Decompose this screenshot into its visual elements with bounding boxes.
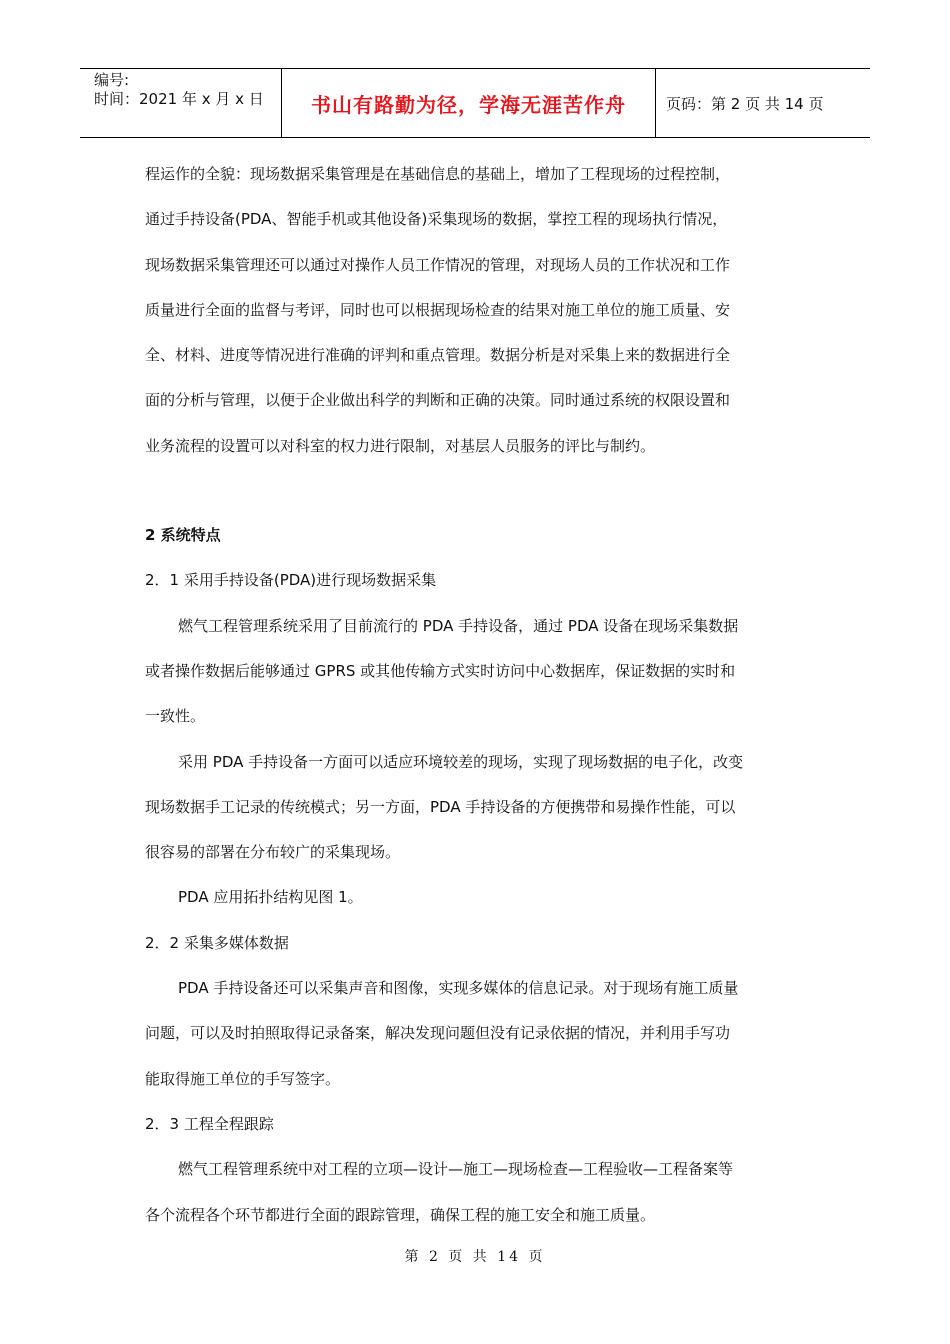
body-line: 现场数据手工记录的传统模式；另一方面，PDA 手持设备的方便携带和易操作性能，可以 [145, 797, 736, 816]
subsection-heading: 2．1 采用手持设备(PDA)进行现场数据采集 [145, 571, 437, 590]
body-line: 能取得施工单位的手写签字。 [145, 1069, 341, 1088]
body-line: 业务流程的设置可以对科室的权力进行限制，对基层人员服务的评比与制约。 [145, 436, 656, 455]
header-page-info: 页码：第 2 页 共 14 页 [666, 94, 824, 113]
header-meta [80, 69, 282, 137]
page-header [80, 68, 870, 138]
body-line: 或者操作数据后能够通过 GPRS 或其他传输方式实时访问中心数据库，保证数据的实时和 [145, 661, 736, 680]
header-motto: 书山有路勤为径，学海无涯苦作舟 [282, 69, 656, 137]
body-line: 通过手持设备(PDA、智能手机或其他设备)采集现场的数据，掌控工程的现场执行情况， [145, 210, 728, 229]
body-line: PDA 手持设备还可以采集声音和图像，实现多媒体的信息记录。对于现场有施工质量 [178, 979, 739, 998]
body-line: 面的分析与管理，以便于企业做出科学的判断和正确的决策。同时通过系统的权限设置和 [145, 391, 731, 410]
body-line: PDA 应用拓扑结构见图 1。 [178, 888, 363, 907]
body-line: 质量进行全面的监督与考评，同时也可以根据现场检查的结果对施工单位的施工质量、安 [145, 300, 731, 319]
section-heading: 2 系统特点 [145, 526, 221, 545]
body-line: 采用 PDA 手持设备一方面可以适应环境较差的现场，实现了现场数据的电子化，改变 [178, 752, 744, 771]
section-gap [145, 469, 810, 513]
body-line: 很容易的部署在分布较广的采集现场。 [145, 843, 401, 862]
subsection-heading: 2．3 工程全程跟踪 [145, 1114, 274, 1133]
body-line: 问题，可以及时拍照取得记录备案，解决发现问题但没有记录依据的情况，并利用手写功 [145, 1024, 731, 1043]
subsection-heading: 2．2 采集多媒体数据 [145, 933, 289, 952]
time-label: 时间：2021 年 x 月 x 日 [94, 90, 264, 108]
body-line: 燃气工程管理系统中对工程的立项—设计—施工—现场检查—工程验收—工程备案等 [178, 1160, 734, 1179]
body-line: 燃气工程管理系统采用了目前流行的 PDA 手持设备，通过 PDA 设备在现场采集数据 [178, 616, 739, 635]
body-line: 程运作的全貌：现场数据采集管理是在基础信息的基础上，增加了工程现场的过程控制， [145, 165, 731, 183]
document-body [145, 152, 810, 1238]
body-line: 全、材料、进度等情况进行准确的评判和重点管理。数据分析是对采集上来的数据进行全 [145, 346, 731, 365]
page-footer: 第 2 页 共 14 页 [404, 1249, 546, 1265]
code-label: 编号: [94, 71, 130, 89]
body-line: 现场数据采集管理还可以通过对操作人员工作情况的管理，对现场人员的工作状况和工作 [145, 255, 731, 274]
body-line: 各个流程各个环节都进行全面的跟踪管理，确保工程的施工安全和施工质量。 [145, 1205, 656, 1224]
body-line: 一致性。 [145, 707, 206, 726]
